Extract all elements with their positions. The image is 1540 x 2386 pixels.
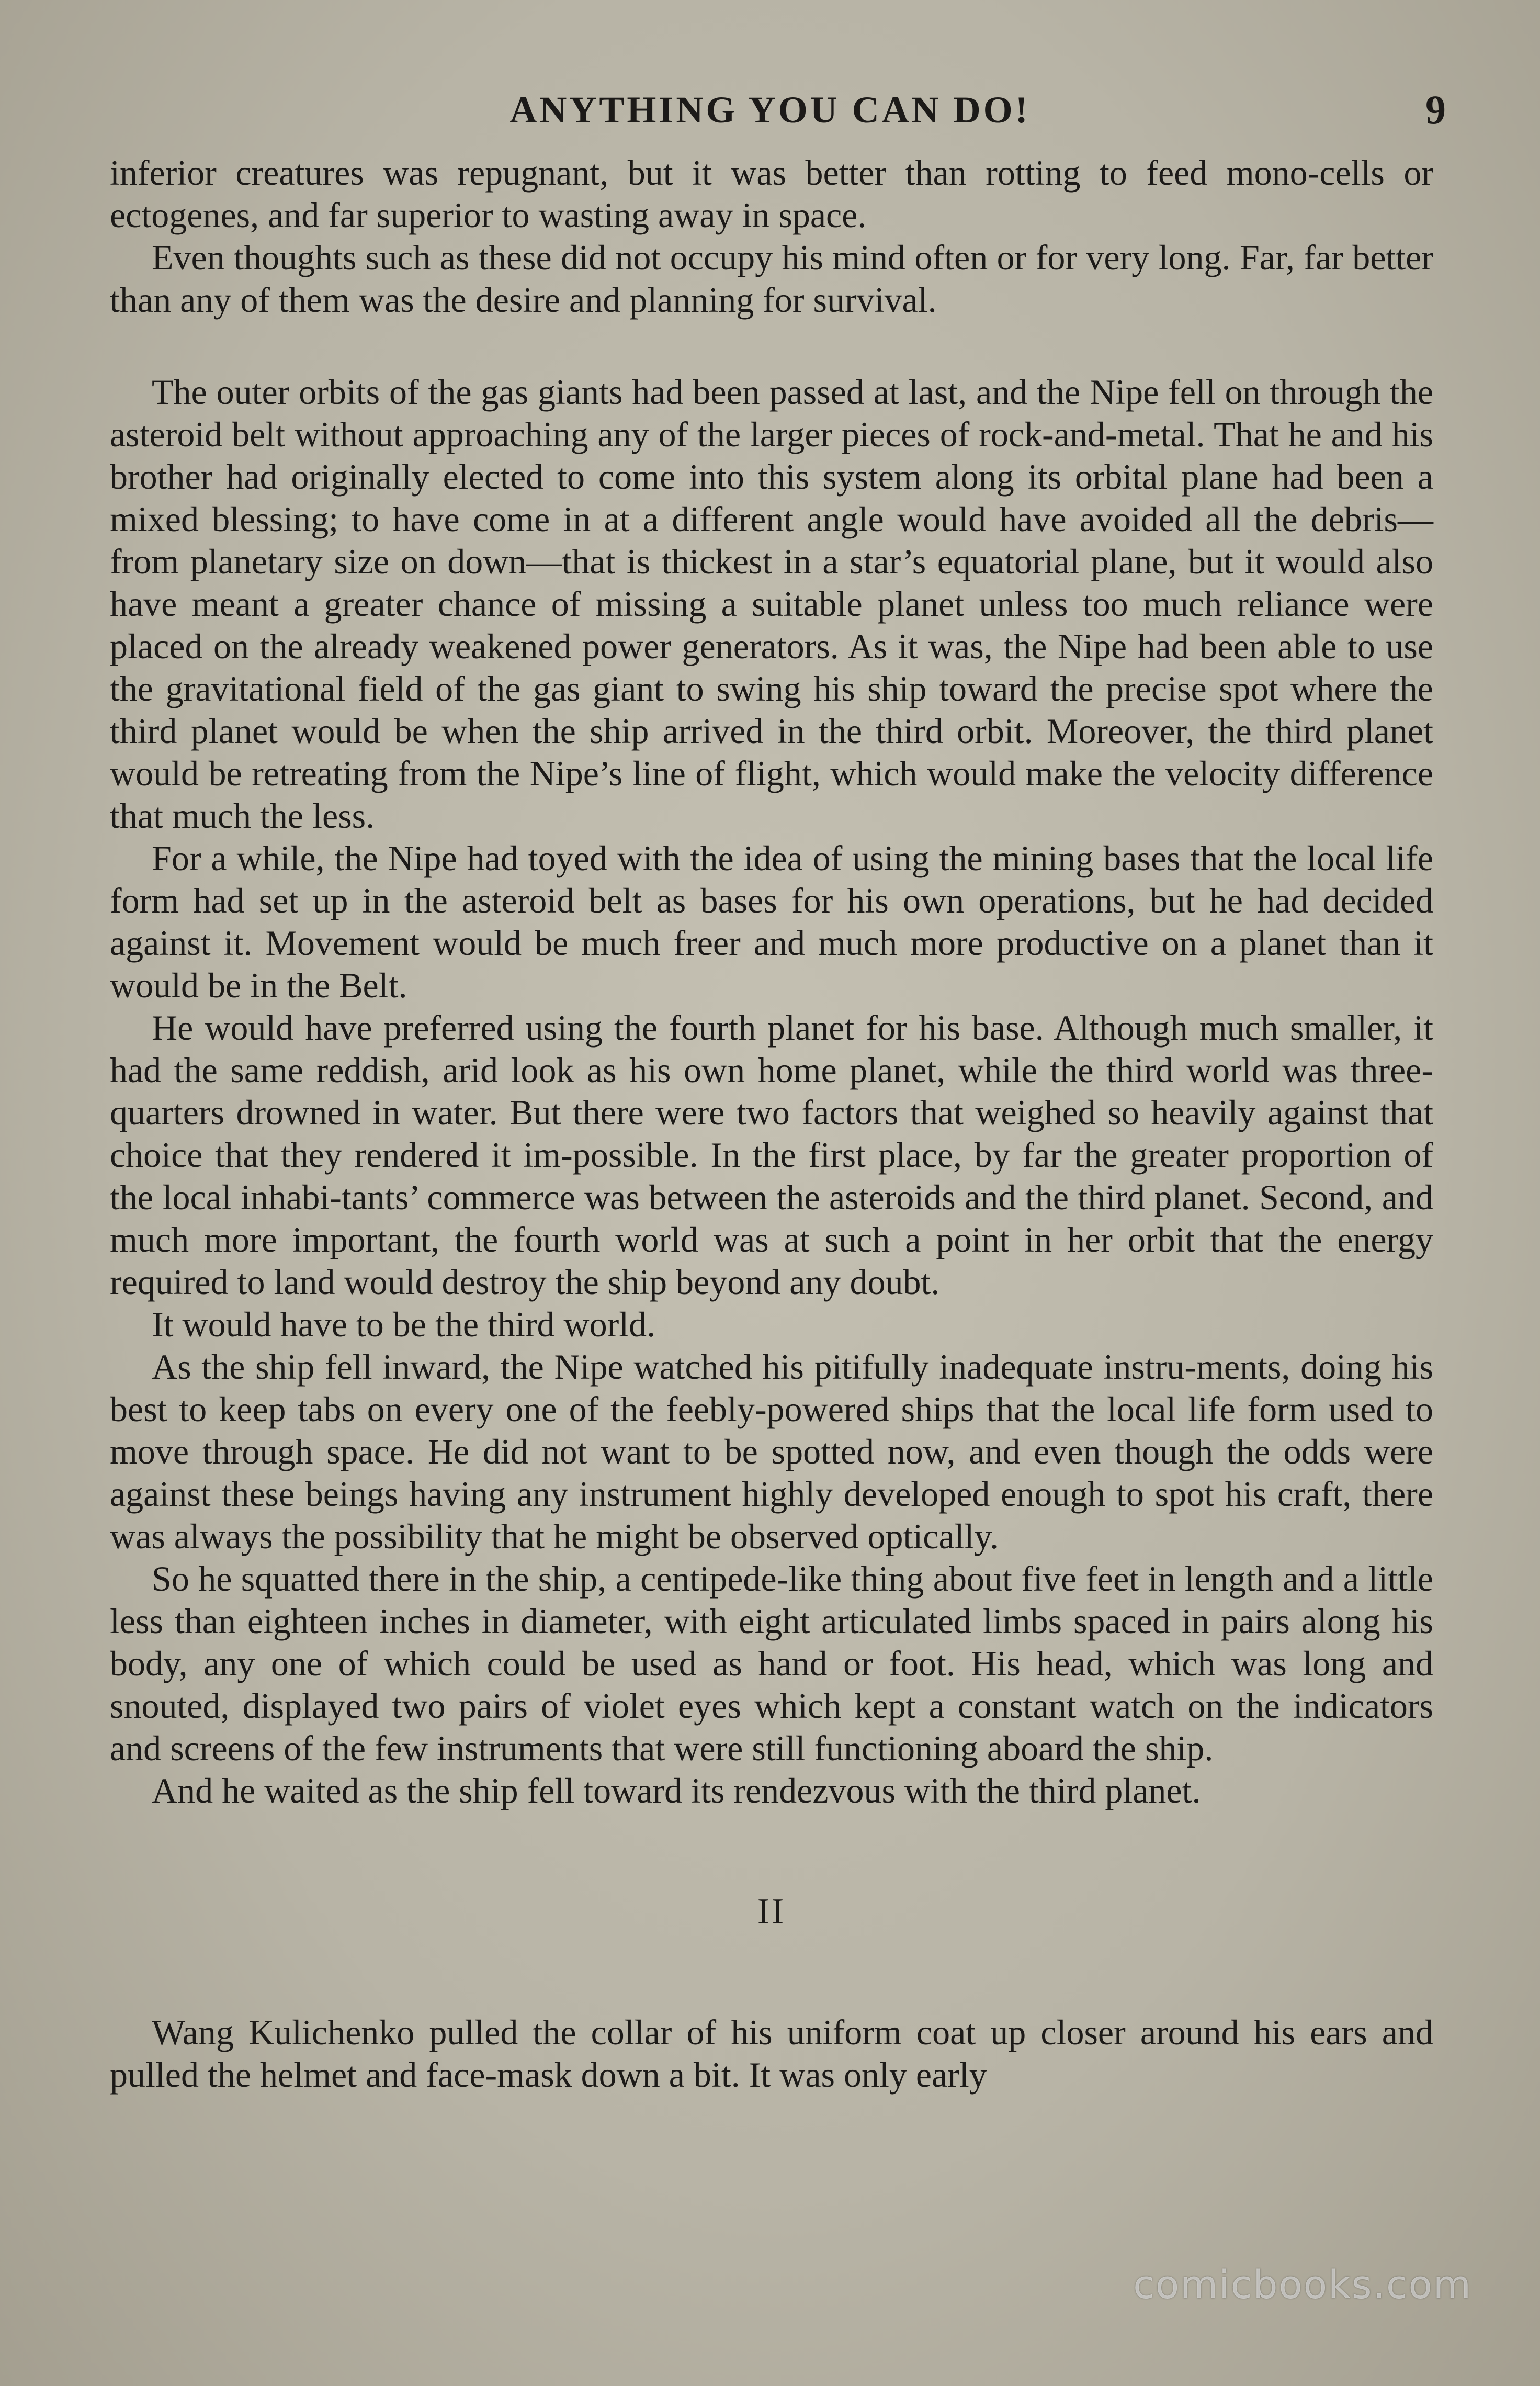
paragraph-7: As the ship fell inward, the Nipe watched his pitifully inadequate instru-ments, doing his best to keep tabs on every one of the feebly-powered ships that the local life form used to move through space. He did not want to be spotted now, and even though the odds were against these beings having any instrument highly developed enough to spot his craft, there was always the possibility that he might be observed optically. [110, 1347, 1433, 1556]
watermark-logo: comicbooks.com [1133, 2263, 1472, 2308]
chapter-paragraph-1: Wang Kulichenko pulled the collar of his uniform coat up closer around his ears and pulled the helmet and face-mask down a bit. It was only early [110, 2012, 1433, 2095]
paragraph-6: It would have to be the third world. [152, 1304, 656, 1344]
paragraph-9: And he waited as the ship fell toward its rendezvous with the third planet. [152, 1771, 1201, 1810]
running-title: ANYTHING YOU CAN DO! [509, 89, 1031, 131]
chapter-heading: II [757, 1892, 786, 1932]
paragraph-3: The outer orbits of the gas giants had been passed at last, and the Nipe fell on through the asteroid belt without approaching any of the larger pieces of rock-and-metal. That he and his brother had originally elected to come into this system along its orbital plane had been a mixed blessing; to have come in at a different angle would have avoided all the debris—from planetary size on down—that is thickest in a star’s equatorial plane, but it would also have meant a greater chance of missing a suitable planet unless too much reliance were placed on the already weakened power generators. As it was, the Nipe had been able to use the gravitational field of the gas giant to swing his ship toward the precise spot where the third planet would be when the ship arrived in the third orbit. Moreover, the third planet would be retreating from the Nipe’s line of flight, which would make the velocity difference that much the less. [110, 372, 1433, 836]
paragraph-5: He would have preferred using the fourth planet for his base. Although much smaller, it had the same reddish, arid look as his own home planet, while the third world was three-quarters drowned in water. But there were two factors that weighed so heavily against that choice that they rendered it im-possible. In the first place, by far the greater proportion of the local inhabi-tants’ commerce was between the asteroids and the third planet. Second, and much more important, the fourth world was at such a point in her orbit that the energy required to land would destroy the ship beyond any doubt. [110, 1008, 1433, 1302]
body-text [110, 152, 1433, 2096]
paragraph-4: For a while, the Nipe had toyed with the idea of using the mining bases that the local life form had set up in the asteroid belt as bases for his own operations, but he had decided against it. Movement would be much freer and much more productive on a planet than it would be in the Belt. [110, 838, 1433, 1005]
paragraph-2: Even thoughts such as these did not occupy his mind often or for very long. Far, far better than any of them was the desire and planning for survival. [110, 238, 1433, 320]
page-number: 9 [1425, 87, 1446, 132]
page-header [0, 78, 1540, 141]
paragraph-8: So he squatted there in the ship, a centipede-like thing about five feet in length and a little less than eighteen inches in diameter, with eight articulated limbs spaced in pairs along his body, any one of which could be used as hand or foot. His head, which was long and snouted, displayed two pairs of violet eyes which kept a constant watch on the indicators and screens of the few instruments that were still functioning aboard the ship. [110, 1559, 1433, 1768]
paragraph-1: inferior creatures was repugnant, but it was better than rotting to feed mono-cells or ectogenes, and far superior to wasting away in space. [110, 153, 1433, 235]
